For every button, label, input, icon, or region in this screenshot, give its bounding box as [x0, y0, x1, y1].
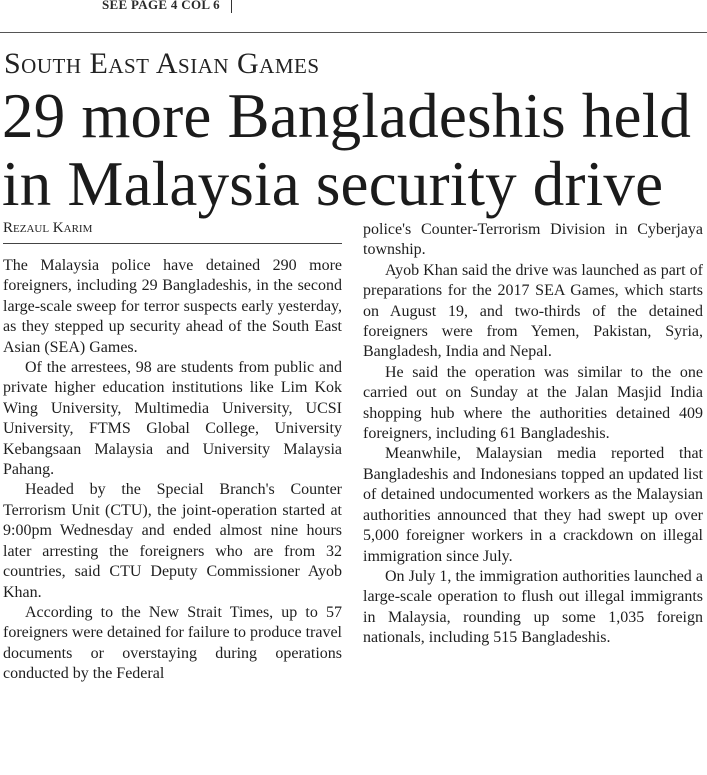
section-divider: [0, 32, 707, 33]
paragraph: According to the New Strait Times, up to 57 foreigners were detained for failure to produce travel documents or overstaying during operations conducted by the Federal: [3, 603, 342, 683]
previous-story-strip: [0, 0, 707, 18]
page-reference: SEE PAGE 4 COL 6: [102, 0, 220, 12]
paragraph: police's Counter-Terrorism Division in Cyberjaya township.: [363, 221, 703, 259]
section-kicker: South East Asian Games: [4, 47, 320, 80]
article-column-left: [3, 256, 342, 685]
paragraph: On July 1, the immigration authorities launched a large-scale operation to flush out illegal immigrants in Malaysia, rounding up some 1,035 foreign nationals, including 515 Bangladeshis.: [363, 567, 703, 647]
byline-divider: [3, 243, 342, 244]
byline: Rezaul Karim: [3, 220, 93, 236]
paragraph: Of the arrestees, 98 are students from public and private higher education institutions like Lim Kok Wing University, Multimedia University, UCSI University, FTMS Global College, University Kebangsaan Malaysia and University Malaysia Pahang.: [3, 359, 342, 479]
paragraph: He said the operation was similar to the one carried out on Sunday at the Jalan Masjid India shopping hub where the authorities detained 409 foreigners, including 61 Bangladeshis.: [363, 363, 703, 443]
reference-divider: [231, 0, 232, 13]
headline: 29 more Bangladeshis held in Malaysia security drive: [2, 81, 692, 219]
paragraph: Ayob Khan said the drive was launched as part of preparations for the 2017 SEA Games, which starts on August 19, and two-thirds of the detained foreigners were from Yemen, Pakistan, Syria, Bangladesh, India and Nepal.: [363, 261, 703, 361]
paragraph: Meanwhile, Malaysian media reported that Bangladeshis and Indonesians topped an updated list of detained undocumented workers as the Malaysian authorities announced that they had swept up over 5,000 foreigner workers in a crackdown on illegal immigration since July.: [363, 445, 703, 565]
paragraph: The Malaysia police have detained 290 more foreigners, including 29 Bangladeshis, in the second large-scale sweep for terror suspects early yesterday, as they stepped up security ahead of the South East Asian (SEA) Games.: [3, 257, 342, 356]
paragraph: Headed by the Special Branch's Counter Terrorism Unit (CTU), the joint-operation started at 9:00pm Wednesday and ended almost nine hours later arresting the foreigners who are from 32 countries, said CTU Deputy Commissioner Ayob Khan.: [3, 481, 342, 601]
article-column-right: [363, 220, 703, 649]
